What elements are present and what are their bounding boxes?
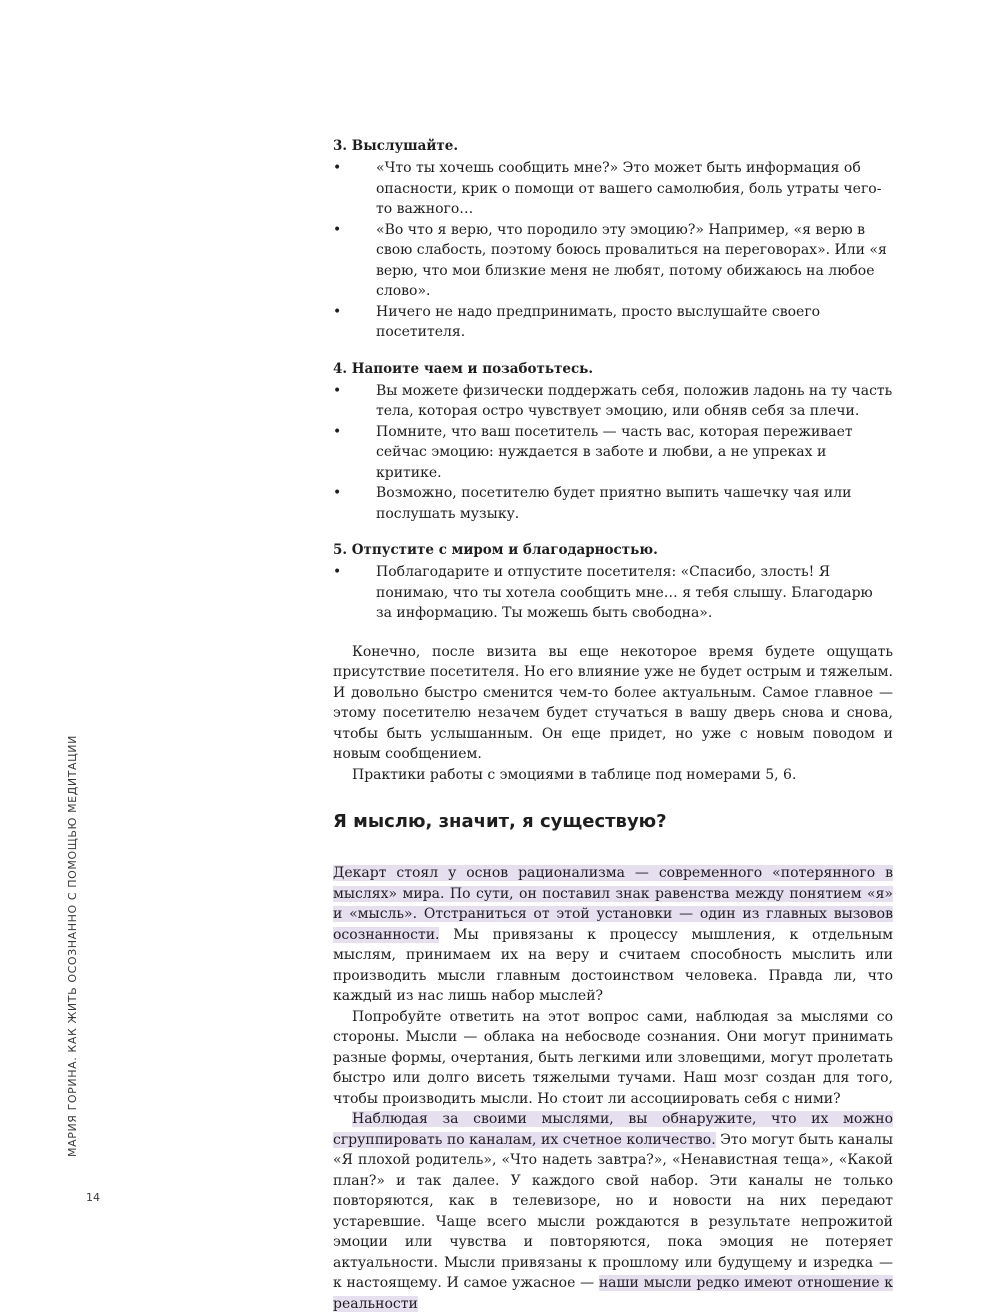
section-heading: Я мыслю, значит, я существую?: [333, 811, 667, 832]
step-4-section: [333, 359, 893, 525]
highlighted-text: наши мысли редко имеют отношение к реальности: [333, 1275, 893, 1312]
conclusion-paragraph: Конечно, после визита вы еще некоторое время будете ощущать присутствие посетителя. Но его влияние уже не будет острым и тяжелым. И довольно быстро сменится чем-то более актуальным. Самое главное — этому посетителю незачем будет стучаться в вашу дверь снова и снова, чтобы быть услышанным. Он еще придет, но уже с новым поводом и новым сообщением.: [333, 643, 893, 762]
step-4-list: [333, 381, 893, 525]
list-item: • Возможно, посетителю будет приятно выпить чашечку чая или послушать музыку.: [333, 483, 893, 524]
step-3-section: [333, 136, 893, 343]
channels-paragraph: [333, 1109, 893, 1314]
list-item: • «Во что я верю, что породило эту эмоцию?» Например, «я верю в свою слабость, поэтому боюсь провалиться на переговорах». Или «я верю, что мои близкие меня не любят, потому обижаюсь на любое слово».: [333, 220, 893, 302]
step-5-section: [333, 540, 893, 624]
practices-paragraph: Практики работы с эмоциями в таблице под номерами 5, 6.: [352, 766, 797, 783]
list-item: • Ничего не надо предпринимать, просто выслушайте своего посетителя.: [333, 302, 893, 343]
observe-paragraph: Попробуйте ответить на этот вопрос сами, наблюдая за мыслями со стороны. Мысли — облака на небосводе сознания. Они могут принимать разные формы, очертания, быть легкими или зловещими, могут пролетать быстро или долго висеть тяжелыми тучами. Наш мозг создан для того, чтобы производить мысли. Но стоит ли ассоциировать себя с ними?: [333, 1008, 893, 1107]
highlighted-text: Наблюдая за своими мыслями, вы обнаружите, что их можно сгруппировать по каналам, их счетное количество.: [333, 1111, 893, 1148]
step-3-title: 3. Выслушайте.: [333, 138, 459, 154]
list-item: • «Что ты хочешь сообщить мне?» Это может быть информация об опасности, крик о помощи от вашего самолюбия, боль утраты чего-то важного…: [333, 158, 893, 220]
page-number: 14: [86, 1191, 100, 1204]
list-item: • Вы можете физически поддержать себя, положив ладонь на ту часть тела, которая остро чувствует эмоцию, или обняв себя за плечи.: [333, 381, 893, 422]
page-content: [333, 136, 893, 1314]
list-item: • Помните, что ваш посетитель — часть вас, которая переживает сейчас эмоцию: нуждается в заботе и любви, а не упреках и критике.: [333, 422, 893, 484]
running-head: МАРИЯ ГОРИНА. КАК ЖИТЬ ОСОЗНАННО С ПОМОЩЬЮ МЕДИТАЦИИ: [66, 735, 79, 1157]
highlighted-text: Декарт стоял у основ рационализма — современного «потерянного в мыслях» мира. По сути, он поставил знак равенства между понятием «я» и «мысль». Отстраниться от этой установки — один из главных вызовов осознанности.: [333, 865, 893, 943]
paragraph-text: Это могут быть каналы «Я плохой родитель», «Что надеть завтра?», «Ненавистная теща», «Какой план?» и так далее. У каждого свой набор. Эти каналы не только повторяются, как в телевизоре, но и новости на них передают устаревшие. Чаще всего мысли рождаются в результате непрожитой эмоции или чувства и повторяются, пока эмоция не потеряет актуальности. Мысли привязаны к прошлому или будущему и изредка — к настоящему. И самое ужасное —: [333, 1131, 893, 1291]
step-3-list: [333, 158, 893, 343]
list-item: • Поблагодарите и отпустите посетителя: «Спасибо, злость! Я понимаю, что ты хотела сообщить мне… я тебя слышу. Благодарю за информацию. Ты можешь быть свободна».: [333, 562, 893, 624]
step-5-title: 5. Отпустите с миром и благодарностью.: [333, 542, 658, 558]
step-5-list: [333, 562, 893, 624]
descartes-paragraph: [333, 863, 893, 1007]
step-4-title: 4. Напоите чаем и позаботьтесь.: [333, 360, 594, 377]
paragraph-text: Мы привязаны к процессу мышления, к отдельным мыслям, принимаем их на веру и считаем способность мыслить или производить мысли главным достоинством человека. Правда ли, что каждый из нас лишь набор мыслей?: [333, 926, 893, 1004]
